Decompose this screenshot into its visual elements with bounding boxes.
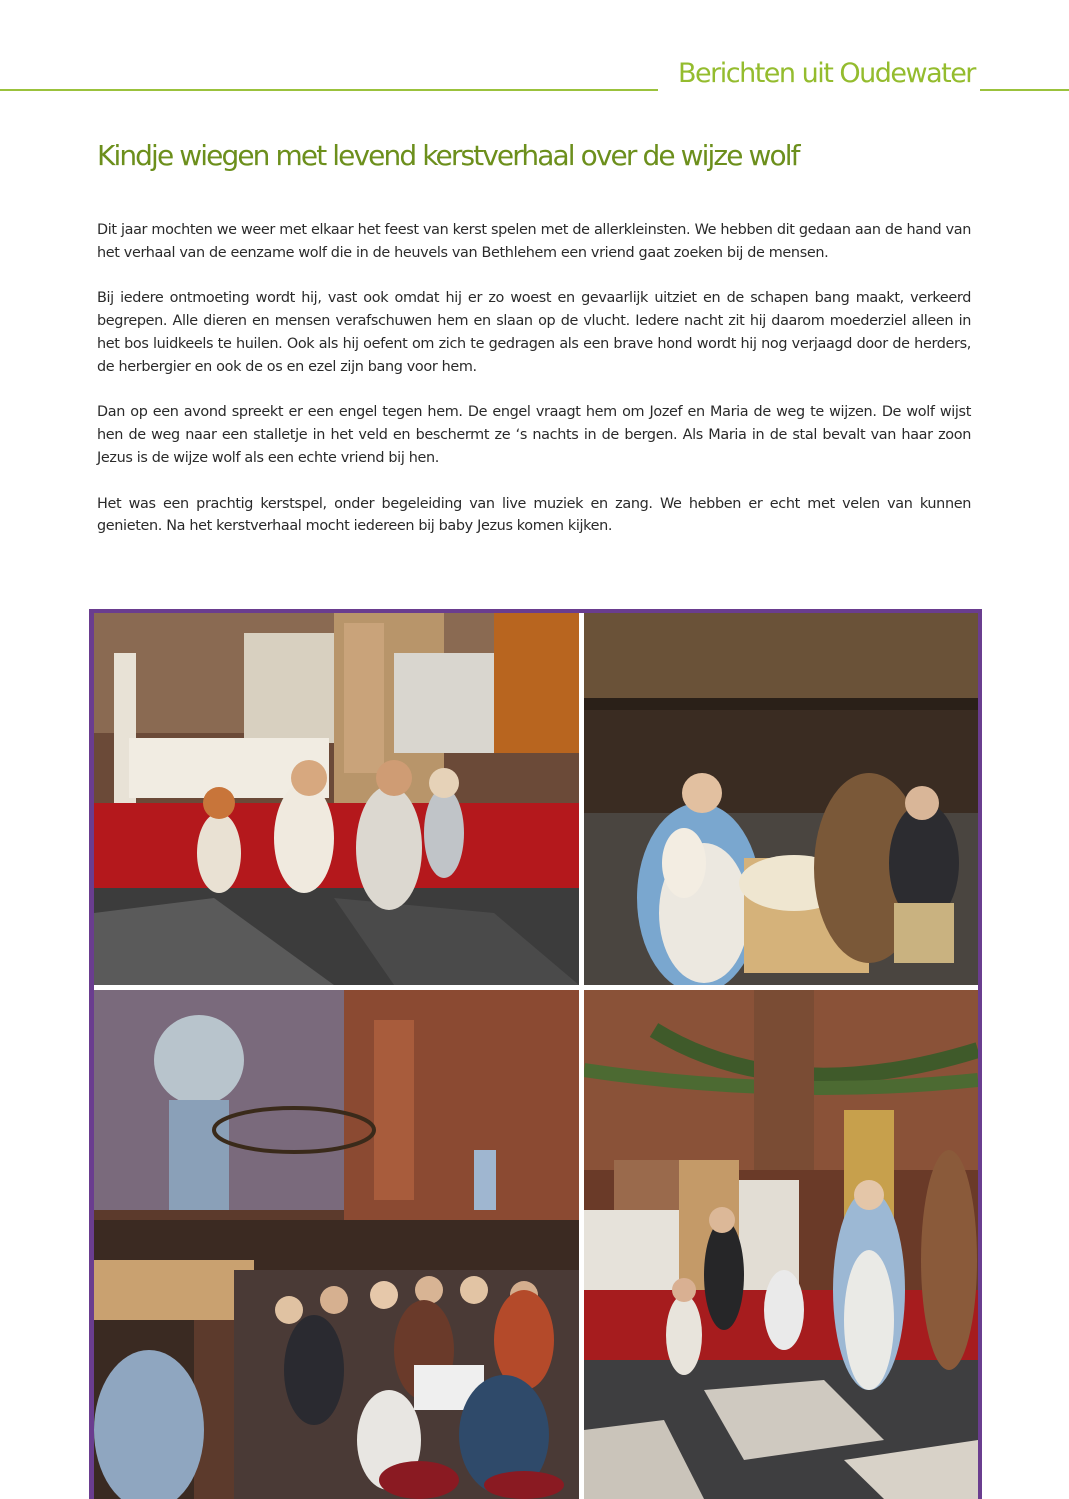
photo-nave-procession [584,990,978,1499]
header-rule-left [0,89,658,91]
paragraph: Het was een prachtig kerstspel, onder begeleiding van live muziek en zang. We hebben er echt met velen van kunnen genieten. Na het kerstverhaal mocht iedereen bij baby Jezus komen kijken. [97,495,971,535]
article-body [97,219,971,561]
photo-children-at-altar [94,613,579,985]
photo-nativity-crib [584,613,978,985]
photo-collage-frame [89,609,982,1499]
photo-church-audience [94,990,579,1499]
photo-collage [94,613,978,1499]
header-rule-right [980,89,1069,91]
paragraph: Dan op een avond spreekt er een engel tegen hem. De engel vraagt hem om Jozef en Maria de weg te wijzen. De wolf wijst hen de weg naar een stalletje in het veld en beschermt ze ‘s nachts in de bergen. Als Maria in de stal bevalt van haar zoon Jezus is de wijze wolf als een echte vriend bij hen. [97,404,971,466]
paragraph: Dit jaar mochten we weer met elkaar het feest van kerst spelen met de allerkleinsten. We hebben dit gedaan aan de hand van het verhaal van de eenzame wolf die in de heuvels van Bethlehem een vriend gaat zoeken bij de mensen. [97,222,971,261]
paragraph: Bij iedere ontmoeting wordt hij, vast ook omdat hij er zo woest en gevaarlijk uitziet en de schapen bang maakt, verkeerd begrepen. Alle dieren en mensen verafschuwen hem en slaan op de vlucht. Iedere nacht zit hij daarom moederziel alleen in het bos luidkeels te huilen. Ook als hij oefent om zich te gedragen als een brave hond wordt hij nog verjaagd door de herders, de herbergier en ook de os en ezel zijn bang voor hem. [97,290,971,375]
article-title: Kindje wiegen met levend kerstverhaal over de wijze wolf [97,139,799,172]
section-title: Berichten uit Oudewater [678,58,975,89]
